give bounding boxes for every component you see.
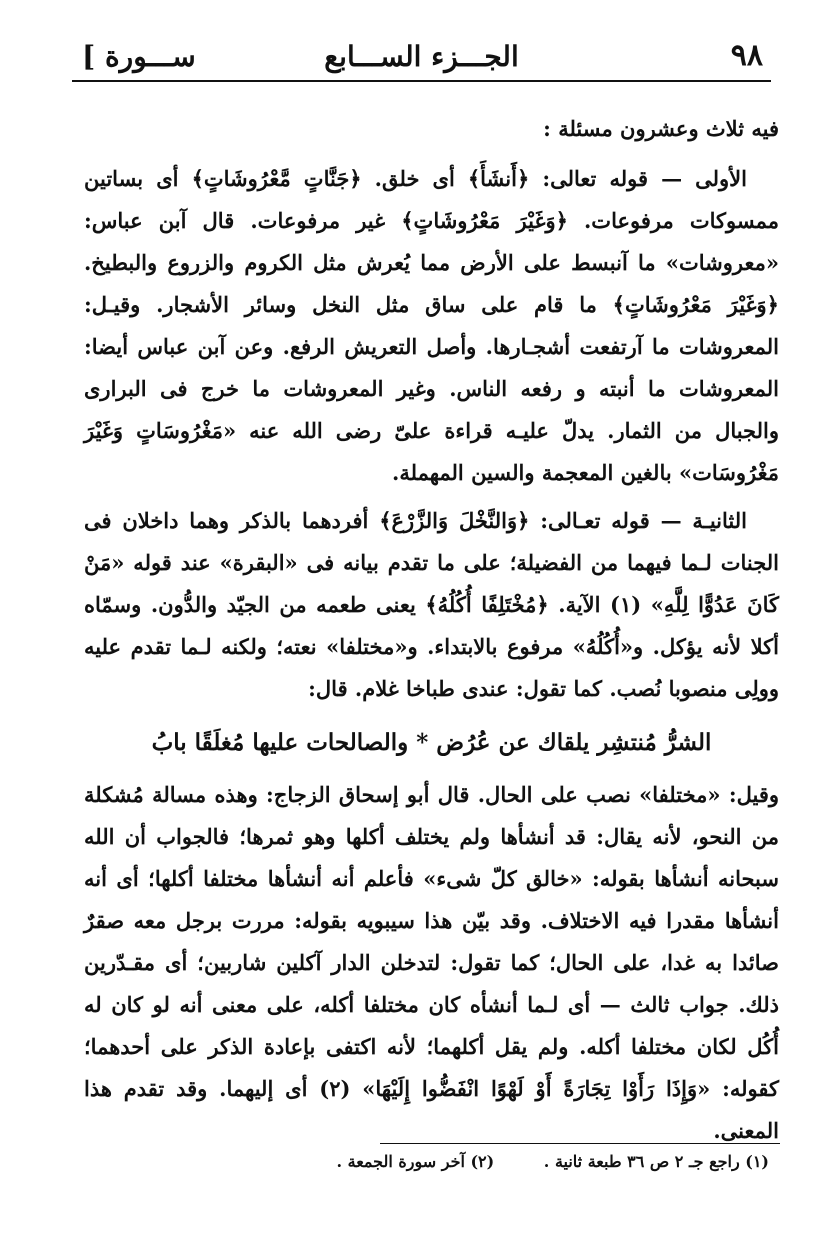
footnotes [180, 1152, 769, 1171]
page-number: ٩٨ [730, 38, 763, 73]
surah-label: ســـورة ] [82, 40, 196, 73]
running-title: الجـــزء الســـابع [324, 40, 519, 73]
section-heading: فيه ثلاث وعشرون مسئلة : [543, 116, 779, 141]
header-divider [72, 80, 771, 82]
page-header [72, 28, 771, 76]
footnote-1: (١) راجع جـ ٢ ص ٣٦ طبعة ثانية . [543, 1152, 769, 1171]
footnote-divider [380, 1143, 780, 1144]
paragraph-second-issue: الثانيـة — قوله تعـالى: ﴿وَالنَّخْلَ وَالزَّرْعَ﴾ أفردهما بالذكر وهما داخلان فى الجنات لـما فيهما من الفضيلة؛ على ما تقدم بيانه فى «البقرة» عند قوله «مَنْ كَانَ عَدُوًّا لِلَّهِ» (١) الآية. ﴿مُخْتَلِفًا أُكُلُهُ﴾ يعنى طعمه من الجيّد والدُّون. وسمّاه أكلا لأنه يؤكل. و«أُكُلُهُ» مرفوع بالابتداء. و«مختلفا» نعته؛ ولكنه لـما تقدم عليه وولِى منصوبا نُصب. كما تقول: عندى طباخا غلام. قال: [84, 508, 779, 701]
poetry-verse: الشرُّ مُنتشِر يلقاك عن عُرُض * والصالحات عليها مُغلَقًا بابُ [151, 729, 712, 756]
footnote-2: (٢) آخر سورة الجمعة . [336, 1152, 495, 1171]
main-text [84, 108, 779, 1158]
paragraph-grammar-discussion: وقيل: «مختلفا» نصب على الحال. قال أبو إسحاق الزجاج: وهذه مسالة مُشكلة من النحو، لأنه يقال: قد أنشأها ولم يختلف أكلها وهو ثمرها؛ فالجواب أن الله سبحانه أنشأها بقوله: «خالق كلّ شىء» فأعلم أنه أنشأها مختلفا أكلها؛ أى أنه أنشأها مقدرا فيه الاختلاف. وقد بيّن هذا سيبويه بقوله: مررت برجل معه صقرٌ صائدا به غدا، على الحال؛ كما تقول: لتدخلن الدار آكلين شاربين؛ أى مقـدّرين ذلك. جواب ثالث — أى لـما أنشأه كان مختلفا أكله، على معنى أنه لو كان له أُكُل لكان مختلفا أكله. ولم يقل أكلهما؛ لأنه اكتفى بإعادة الذكر على أحدهما؛ كقوله: «وَإِذَا رَأَوْا تِجَارَةً أَوْ لَهْوًا انْفَضُّوا إِلَيْهَا» (٢) أى إليهما. وقد تقدم هذا المعنى. [84, 782, 779, 1143]
paragraph-first-issue: الأولى — قوله تعالى: ﴿أَنشَأَ﴾ أى خلق. ﴿جَنَّاتٍ مَّعْرُوشَاتٍ﴾ أى بساتين ممسوكات مرفوعات. ﴿وَغَيْرَ مَعْرُوشَاتٍ﴾ غير مرفوعات. قال آبن عباس: «معروشات» ما آنبسط على الأرض مما يُعرش مثل الكروم والزروع والبطيخ. ﴿وَغَيْرَ مَعْرُوشَاتٍ﴾ ما قام على ساق مثل النخل وسائر الأشجار. وقيـل: المعروشات ما آرتفعت أشجـارها. وأصل التعريش الرفع. وعن آبن عباس أيضا: المعروشات ما أنبته و رفعه الناس. وغير المعروشات ما خرج فى البرارى والجبال من الثمار. يدلّ عليـه قراءة علىّ رضى الله عنه «مَغْرُوسَاتٍ وَغَيْرَ مَغْرُوسَات» بالغين المعجمة والسين المهملة. [84, 166, 779, 485]
